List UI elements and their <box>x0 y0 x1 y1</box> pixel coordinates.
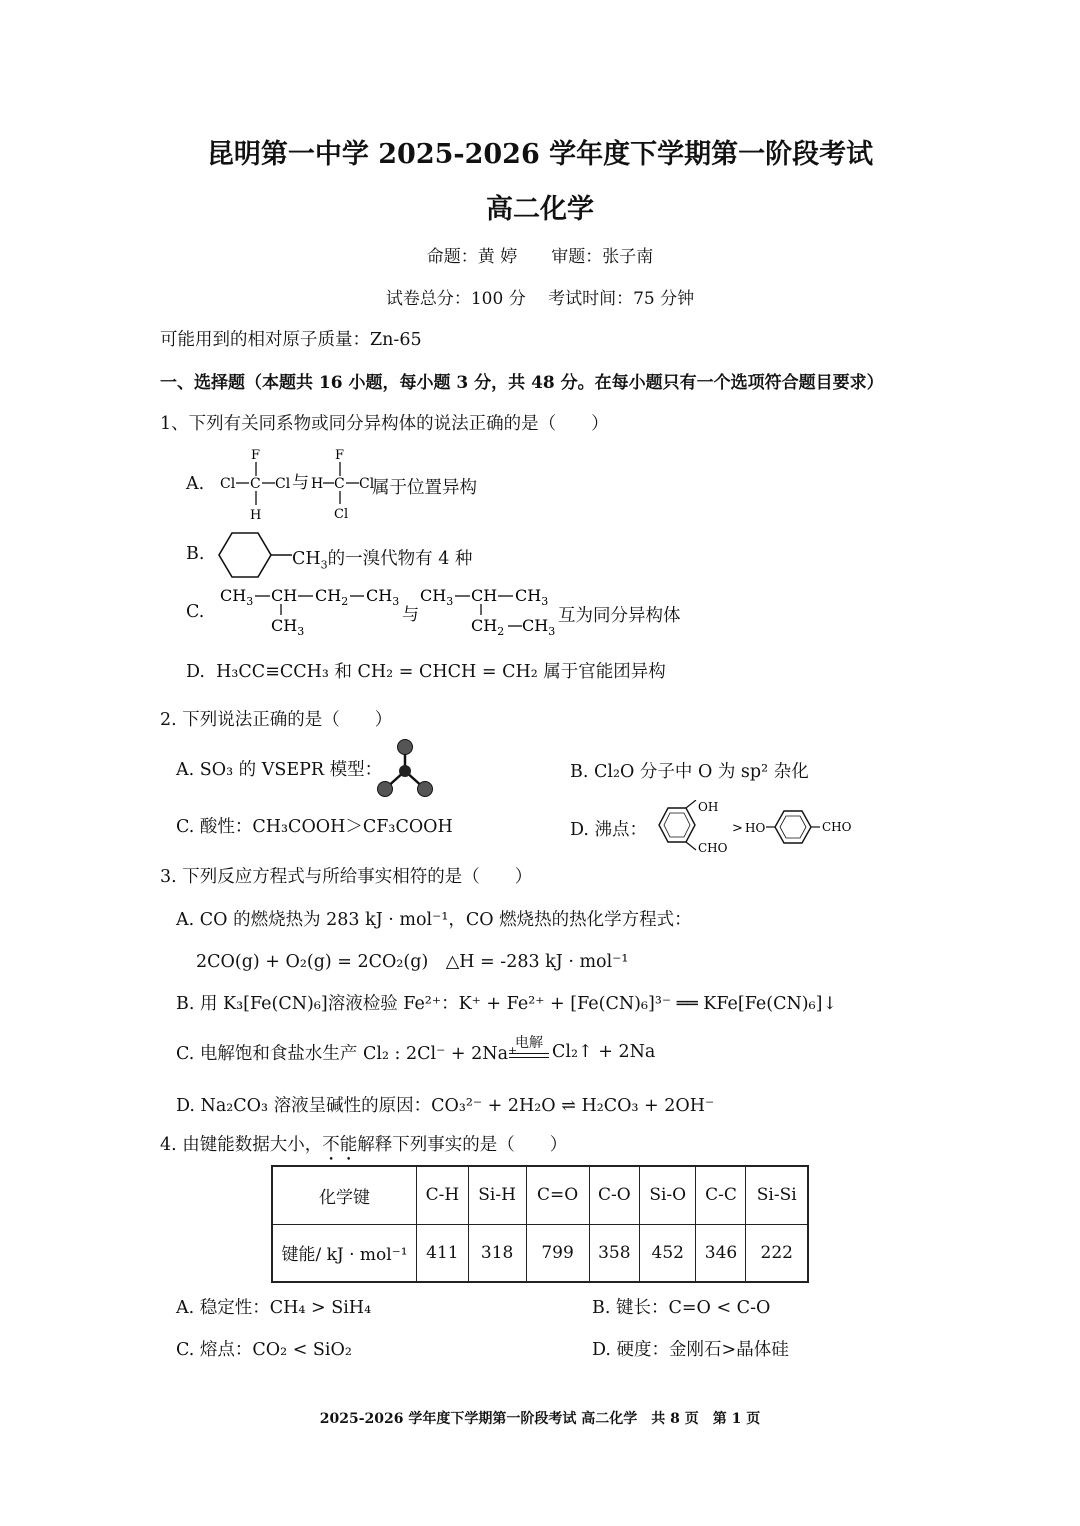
q1-option-b-text: $CH_3$的一溴代物有 4 种 <box>292 549 473 572</box>
svg-text:CH3: $CH_3$ <box>522 616 556 638</box>
svg-text:Cl: Cl <box>359 476 375 492</box>
svg-text:HO: HO <box>745 821 766 835</box>
table-cell: Si-H <box>468 1166 526 1224</box>
table-cell: 358 <box>589 1224 639 1282</box>
svg-text:与: 与 <box>402 605 419 625</box>
q4-option-b: B. 键长：C=O < C-O <box>592 1298 771 1318</box>
table-cell: 222 <box>746 1224 808 1282</box>
q1-option-c-suffix: 互为同分异构体 <box>558 606 681 626</box>
q3-option-c-condition: 电解 <box>509 1032 549 1058</box>
q3-option-c: C. 电解饱和食盐水生产 Cl₂ : 2Cl⁻ + 2Na⁺ <box>176 1044 518 1064</box>
svg-text:C: C <box>250 476 261 492</box>
svg-text:C: C <box>334 476 345 492</box>
q4-option-d: D. 硬度：金刚石>晶体硅 <box>592 1340 789 1360</box>
table-cell: 799 <box>526 1224 589 1282</box>
q2-option-a: A. SO₃ 的 VSEPR 模型： <box>176 760 383 780</box>
svg-text:CHO: CHO <box>698 841 728 854</box>
q1-option-d: D. H₃CC≡CCH₃ 和 CH₂ = CHCH = CH₂ 属于官能团异构 <box>186 662 666 682</box>
table-cell: C-O <box>589 1166 639 1224</box>
svg-text:CH: CH <box>471 586 498 605</box>
table-cell: C=O <box>526 1166 589 1224</box>
q2-option-d: D. 沸点： <box>570 820 648 840</box>
q1-option-b-label: B. <box>186 544 205 564</box>
table-row <box>272 1224 808 1282</box>
section-heading: 一、选择题（本题共 16 小题，每小题 3 分，共 48 分。在每小题只有一个选项符合题目要求） <box>160 373 884 393</box>
question-3-stem: 3. 下列反应方程式与所给事实相符的是（ ） <box>160 867 533 887</box>
table-cell: 411 <box>417 1224 469 1282</box>
svg-text:>: > <box>732 821 743 836</box>
svg-text:CH: CH <box>271 586 298 605</box>
svg-text:CH2: $CH_2$ <box>315 586 349 608</box>
cyclohexane-ring-icon <box>216 530 296 580</box>
svg-text:H: H <box>250 508 262 523</box>
page-footer: 2025-2026 学年度下学期第一阶段考试 高二化学 共 8 页 第 1 页 <box>319 1411 761 1427</box>
q4-option-c: C. 熔点：CO₂ < SiO₂ <box>176 1340 352 1360</box>
table-cell: C-C <box>696 1166 746 1224</box>
bond-energy-table <box>271 1165 809 1283</box>
svg-text:F: F <box>335 448 345 463</box>
table-cell: 键能/ kJ · mol⁻¹ <box>272 1224 417 1282</box>
q4-option-a: A. 稳定性：CH₄ > SiH₄ <box>176 1298 372 1318</box>
so3-vsepr-model-icon <box>372 737 438 801</box>
q3-option-c-tail: Cl₂↑ + 2Na <box>552 1042 656 1062</box>
svg-text:与: 与 <box>292 473 309 493</box>
q3-option-b: B. 用 K₃[Fe(CN)₆]溶液检验 Fe²⁺：K⁺ + Fe²⁺ + [Fe(CN)₆]³⁻ ══ KFe[Fe(CN)₆]↓ <box>176 994 838 1014</box>
q1-option-a-suffix: 属于位置异构 <box>372 478 477 498</box>
svg-text:CH2: $CH_2$ <box>471 616 505 638</box>
q1-option-a-label: A. <box>186 474 205 494</box>
q3-option-d: D. Na₂CO₃ 溶液呈碱性的原因：CO₃²⁻ + 2H₂O ⇌ H₂CO₃ + 2OH⁻ <box>176 1096 715 1116</box>
atomic-mass-line: 可能用到的相对原子质量：Zn-65 <box>160 330 422 350</box>
svg-text:CH3: $CH_3$ <box>271 616 305 638</box>
q2-option-b: B. Cl₂O 分子中 O 为 sp² 杂化 <box>570 762 809 782</box>
table-cell: 452 <box>640 1224 696 1282</box>
svg-text:OH: OH <box>698 800 719 814</box>
q1-option-c-structures <box>218 580 558 640</box>
authors-line: 命题：黄 婷 审题：张子南 <box>426 247 654 267</box>
q1-option-c-label: C. <box>186 602 205 622</box>
svg-text:F: F <box>251 448 261 463</box>
table-cell: Si-O <box>640 1166 696 1224</box>
table-cell: 346 <box>696 1224 746 1282</box>
svg-text:Cl: Cl <box>220 476 236 492</box>
exam-info-line: 试卷总分：100 分 考试时间：75 分钟 <box>385 289 695 309</box>
question-4-stem: 4. 由键能数据大小，不能解释下列事实的是（ ） <box>160 1135 568 1155</box>
table-cell: 化学键 <box>272 1166 417 1224</box>
page-title: 昆明第一中学 2025-2026 学年度下学期第一阶段考试 <box>206 139 874 170</box>
svg-text:CH3: $CH_3$ <box>515 586 549 608</box>
svg-text:CH3: $CH_3$ <box>220 586 254 608</box>
svg-text:H: H <box>311 476 324 492</box>
q2-option-c: C. 酸性：CH₃COOH＞CF₃COOH <box>176 817 453 837</box>
q3-option-a-equation: 2CO(g) + O₂(g) = 2CO₂(g) △H = -283 kJ · mol⁻¹ <box>196 952 629 972</box>
svg-text:Cl: Cl <box>334 507 349 522</box>
table-cell: C-H <box>417 1166 469 1224</box>
subject-title: 高二化学 <box>486 194 594 225</box>
svg-text:CH3: $CH_3$ <box>420 586 454 608</box>
table-row <box>272 1166 808 1224</box>
question-2-stem: 2. 下列说法正确的是（ ） <box>160 710 393 730</box>
table-cell: Si-Si <box>746 1166 808 1224</box>
q2-option-d-structures <box>652 800 862 854</box>
svg-text:CH3: $CH_3$ <box>366 586 400 608</box>
svg-text:CHO: CHO <box>822 820 852 834</box>
question-1-stem: 1、下列有关同系物或同分异构体的说法正确的是（ ） <box>160 414 609 434</box>
svg-text:Cl: Cl <box>275 476 291 492</box>
q3-option-a: A. CO 的燃烧热为 283 kJ · mol⁻¹，CO 燃烧热的热化学方程式： <box>176 910 692 930</box>
table-cell: 318 <box>468 1224 526 1282</box>
